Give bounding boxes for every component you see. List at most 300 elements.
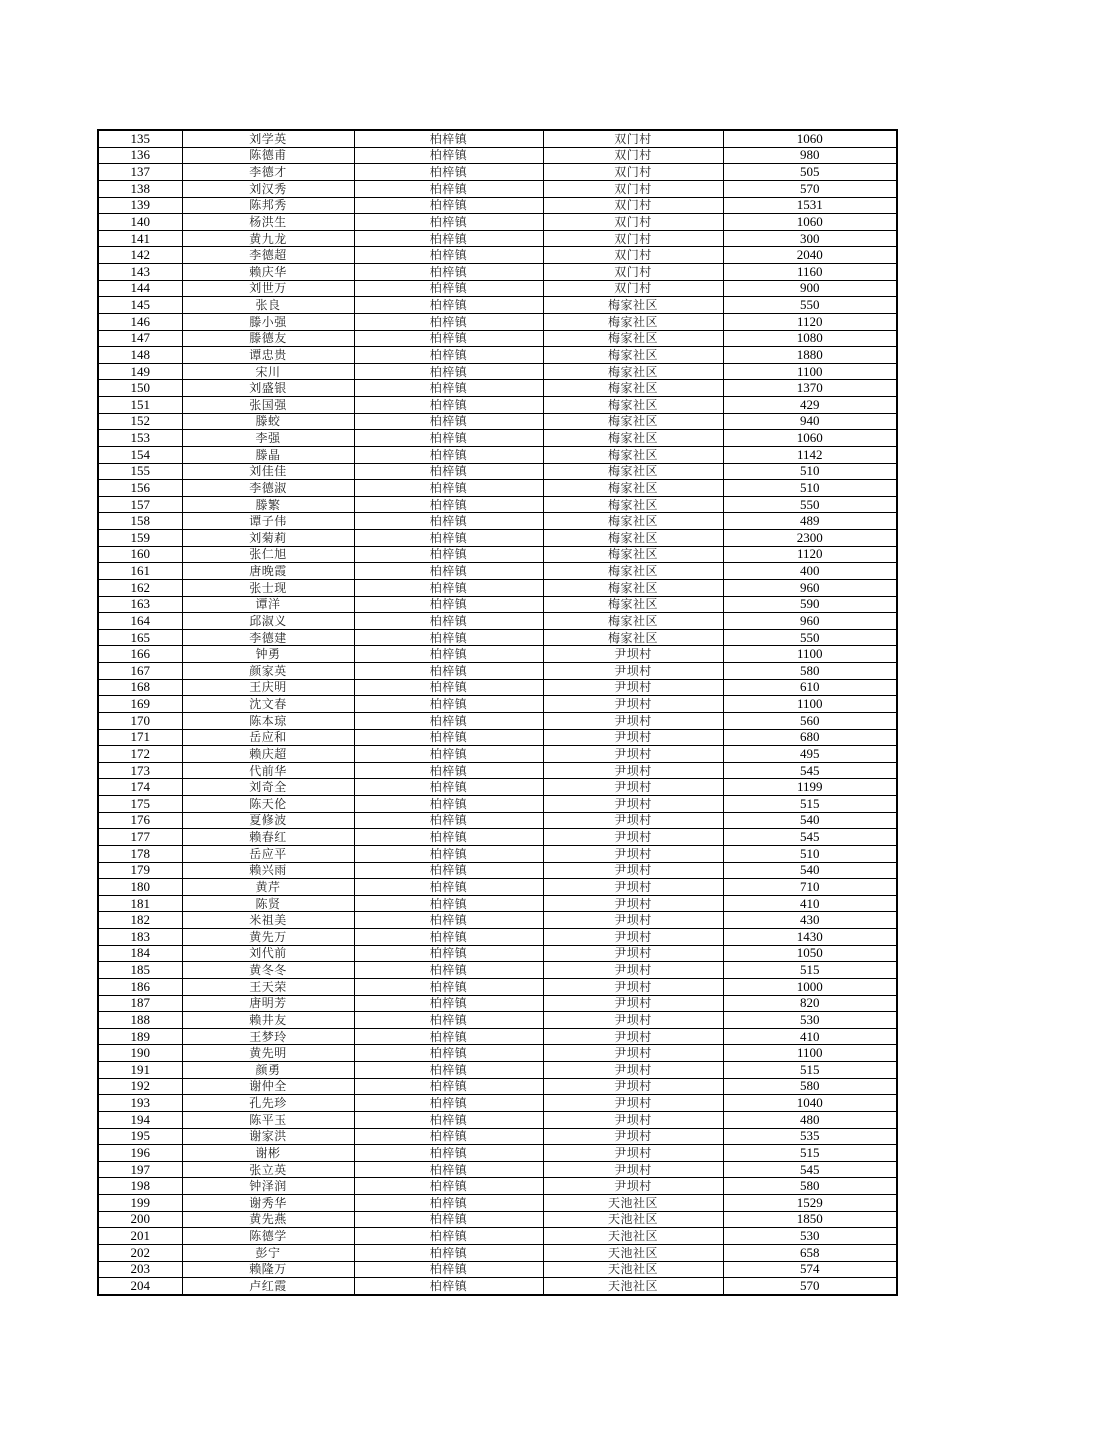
amount-cell: 410: [723, 1028, 897, 1045]
table-row: [98, 280, 897, 297]
village-cell: 天池社区: [543, 1278, 723, 1295]
village-cell: 尹坝村: [543, 779, 723, 796]
row-number-cell: 195: [98, 1128, 182, 1145]
table-row: [98, 446, 897, 463]
table-row: [98, 496, 897, 513]
row-number-cell: 180: [98, 879, 182, 896]
village-cell: 尹坝村: [543, 679, 723, 696]
amount-cell: 580: [723, 1078, 897, 1095]
amount-cell: 1060: [723, 130, 897, 147]
row-number-cell: 162: [98, 579, 182, 596]
amount-cell: 1100: [723, 1045, 897, 1062]
row-number-cell: 183: [98, 929, 182, 946]
row-number-cell: 157: [98, 496, 182, 513]
table-row: [98, 746, 897, 763]
name-cell: 唐晚霞: [182, 563, 354, 580]
name-cell: 宋川: [182, 363, 354, 380]
amount-cell: 980: [723, 147, 897, 164]
village-cell: 尹坝村: [543, 995, 723, 1012]
village-cell: 梅家社区: [543, 596, 723, 613]
table-row: [98, 147, 897, 164]
name-cell: 黄先燕: [182, 1211, 354, 1228]
table-row: [98, 712, 897, 729]
name-cell: 滕德友: [182, 330, 354, 347]
table-row: [98, 1062, 897, 1079]
village-cell: 梅家社区: [543, 430, 723, 447]
name-cell: 陈平玉: [182, 1111, 354, 1128]
row-number-cell: 186: [98, 978, 182, 995]
row-number-cell: 167: [98, 663, 182, 680]
name-cell: 米祖美: [182, 912, 354, 929]
village-cell: 尹坝村: [543, 845, 723, 862]
amount-cell: 1100: [723, 646, 897, 663]
name-cell: 陈邦秀: [182, 197, 354, 214]
name-cell: 黄冬冬: [182, 962, 354, 979]
village-cell: 梅家社区: [543, 530, 723, 547]
table-row: [98, 1244, 897, 1261]
town-cell: 柏梓镇: [354, 230, 543, 247]
row-number-cell: 164: [98, 613, 182, 630]
table-row: [98, 829, 897, 846]
row-number-cell: 182: [98, 912, 182, 929]
row-number-cell: 201: [98, 1228, 182, 1245]
amount-cell: 300: [723, 230, 897, 247]
amount-cell: 2040: [723, 247, 897, 264]
village-cell: 梅家社区: [543, 546, 723, 563]
town-cell: 柏梓镇: [354, 646, 543, 663]
village-cell: 天池社区: [543, 1211, 723, 1228]
row-number-cell: 166: [98, 646, 182, 663]
town-cell: 柏梓镇: [354, 1178, 543, 1195]
village-cell: 尹坝村: [543, 812, 723, 829]
town-cell: 柏梓镇: [354, 995, 543, 1012]
name-cell: 钟勇: [182, 646, 354, 663]
town-cell: 柏梓镇: [354, 1128, 543, 1145]
table-row: [98, 862, 897, 879]
amount-cell: 1060: [723, 430, 897, 447]
row-number-cell: 204: [98, 1278, 182, 1295]
town-cell: 柏梓镇: [354, 463, 543, 480]
amount-cell: 515: [723, 796, 897, 813]
row-number-cell: 135: [98, 130, 182, 147]
name-cell: 刘世万: [182, 280, 354, 297]
table-row: [98, 463, 897, 480]
table-row: [98, 214, 897, 231]
row-number-cell: 165: [98, 629, 182, 646]
name-cell: 陈德甫: [182, 147, 354, 164]
village-cell: 尹坝村: [543, 895, 723, 912]
village-cell: 梅家社区: [543, 313, 723, 330]
table-row: [98, 546, 897, 563]
town-cell: 柏梓镇: [354, 214, 543, 231]
row-number-cell: 147: [98, 330, 182, 347]
town-cell: 柏梓镇: [354, 663, 543, 680]
amount-cell: 515: [723, 962, 897, 979]
table-row: [98, 912, 897, 929]
town-cell: 柏梓镇: [354, 496, 543, 513]
table-row: [98, 845, 897, 862]
name-cell: 卢红霞: [182, 1278, 354, 1295]
amount-cell: 489: [723, 513, 897, 530]
village-cell: 双门村: [543, 130, 723, 147]
table-row: [98, 1128, 897, 1145]
amount-cell: 545: [723, 762, 897, 779]
table-row: [98, 762, 897, 779]
row-number-cell: 154: [98, 446, 182, 463]
table-row: [98, 929, 897, 946]
row-number-cell: 150: [98, 380, 182, 397]
row-number-cell: 196: [98, 1145, 182, 1162]
town-cell: 柏梓镇: [354, 546, 543, 563]
village-cell: 尹坝村: [543, 962, 723, 979]
name-cell: 王天荣: [182, 978, 354, 995]
row-number-cell: 139: [98, 197, 182, 214]
table-row: [98, 1228, 897, 1245]
table-row: [98, 363, 897, 380]
name-cell: 谭忠贵: [182, 347, 354, 364]
amount-cell: 540: [723, 812, 897, 829]
town-cell: 柏梓镇: [354, 729, 543, 746]
village-cell: 梅家社区: [543, 579, 723, 596]
table-row: [98, 1278, 897, 1295]
village-cell: 尹坝村: [543, 1012, 723, 1029]
amount-cell: 2300: [723, 530, 897, 547]
name-cell: 刘代前: [182, 945, 354, 962]
table-row: [98, 430, 897, 447]
row-number-cell: 199: [98, 1195, 182, 1212]
village-cell: 天池社区: [543, 1244, 723, 1261]
table-row: [98, 230, 897, 247]
name-cell: 李德淑: [182, 480, 354, 497]
table-row: [98, 1211, 897, 1228]
town-cell: 柏梓镇: [354, 513, 543, 530]
amount-cell: 560: [723, 712, 897, 729]
amount-cell: 550: [723, 297, 897, 314]
table-row: [98, 696, 897, 713]
amount-cell: 1880: [723, 347, 897, 364]
town-cell: 柏梓镇: [354, 978, 543, 995]
amount-cell: 960: [723, 613, 897, 630]
row-number-cell: 172: [98, 746, 182, 763]
name-cell: 刘佳佳: [182, 463, 354, 480]
row-number-cell: 179: [98, 862, 182, 879]
table-row: [98, 962, 897, 979]
amount-cell: 1040: [723, 1095, 897, 1112]
amount-cell: 510: [723, 480, 897, 497]
table-row: [98, 646, 897, 663]
village-cell: 尹坝村: [543, 929, 723, 946]
row-number-cell: 141: [98, 230, 182, 247]
amount-cell: 430: [723, 912, 897, 929]
town-cell: 柏梓镇: [354, 280, 543, 297]
table-row: [98, 563, 897, 580]
name-cell: 张仁旭: [182, 546, 354, 563]
town-cell: 柏梓镇: [354, 596, 543, 613]
village-cell: 梅家社区: [543, 347, 723, 364]
name-cell: 赖隆万: [182, 1261, 354, 1278]
table-row: [98, 380, 897, 397]
table-row: [98, 297, 897, 314]
row-number-cell: 153: [98, 430, 182, 447]
village-cell: 尹坝村: [543, 696, 723, 713]
village-cell: 尹坝村: [543, 1128, 723, 1145]
name-cell: 彭宁: [182, 1244, 354, 1261]
row-number-cell: 181: [98, 895, 182, 912]
amount-cell: 580: [723, 1178, 897, 1195]
town-cell: 柏梓镇: [354, 380, 543, 397]
town-cell: 柏梓镇: [354, 1195, 543, 1212]
name-cell: 沈文春: [182, 696, 354, 713]
table-row: [98, 180, 897, 197]
name-cell: 夏修波: [182, 812, 354, 829]
village-cell: 梅家社区: [543, 629, 723, 646]
amount-cell: 1120: [723, 313, 897, 330]
table-row: [98, 629, 897, 646]
table-row: [98, 347, 897, 364]
village-cell: 尹坝村: [543, 912, 723, 929]
amount-cell: 940: [723, 413, 897, 430]
village-cell: 双门村: [543, 197, 723, 214]
name-cell: 颜家英: [182, 663, 354, 680]
town-cell: 柏梓镇: [354, 929, 543, 946]
town-cell: 柏梓镇: [354, 330, 543, 347]
row-number-cell: 156: [98, 480, 182, 497]
village-cell: 尹坝村: [543, 945, 723, 962]
town-cell: 柏梓镇: [354, 1028, 543, 1045]
row-number-cell: 149: [98, 363, 182, 380]
village-cell: 天池社区: [543, 1261, 723, 1278]
amount-cell: 570: [723, 180, 897, 197]
table-row: [98, 1261, 897, 1278]
name-cell: 张国强: [182, 397, 354, 414]
row-number-cell: 152: [98, 413, 182, 430]
village-cell: 双门村: [543, 147, 723, 164]
amount-cell: 680: [723, 729, 897, 746]
name-cell: 刘盛银: [182, 380, 354, 397]
table-row: [98, 413, 897, 430]
village-cell: 双门村: [543, 247, 723, 264]
amount-cell: 1160: [723, 264, 897, 281]
row-number-cell: 188: [98, 1012, 182, 1029]
row-number-cell: 178: [98, 845, 182, 862]
town-cell: 柏梓镇: [354, 845, 543, 862]
name-cell: 李德建: [182, 629, 354, 646]
town-cell: 柏梓镇: [354, 945, 543, 962]
amount-cell: 480: [723, 1111, 897, 1128]
name-cell: 杨洪生: [182, 214, 354, 231]
village-cell: 尹坝村: [543, 829, 723, 846]
amount-cell: 1080: [723, 330, 897, 347]
town-cell: 柏梓镇: [354, 363, 543, 380]
town-cell: 柏梓镇: [354, 812, 543, 829]
table-row: [98, 397, 897, 414]
table-row: [98, 978, 897, 995]
name-cell: 唐明芳: [182, 995, 354, 1012]
table-row: [98, 197, 897, 214]
town-cell: 柏梓镇: [354, 912, 543, 929]
name-cell: 刘奇全: [182, 779, 354, 796]
row-number-cell: 185: [98, 962, 182, 979]
name-cell: 黄九龙: [182, 230, 354, 247]
town-cell: 柏梓镇: [354, 1045, 543, 1062]
amount-cell: 540: [723, 862, 897, 879]
town-cell: 柏梓镇: [354, 180, 543, 197]
village-cell: 梅家社区: [543, 380, 723, 397]
row-number-cell: 191: [98, 1062, 182, 1079]
table-row: [98, 1028, 897, 1045]
town-cell: 柏梓镇: [354, 297, 543, 314]
village-cell: 尹坝村: [543, 663, 723, 680]
name-cell: 谭子伟: [182, 513, 354, 530]
town-cell: 柏梓镇: [354, 1261, 543, 1278]
row-number-cell: 146: [98, 313, 182, 330]
name-cell: 李强: [182, 430, 354, 447]
name-cell: 黄先万: [182, 929, 354, 946]
town-cell: 柏梓镇: [354, 879, 543, 896]
amount-cell: 610: [723, 679, 897, 696]
village-cell: 尹坝村: [543, 1161, 723, 1178]
name-cell: 赖春红: [182, 829, 354, 846]
town-cell: 柏梓镇: [354, 579, 543, 596]
table-row: [98, 796, 897, 813]
name-cell: 刘汉秀: [182, 180, 354, 197]
name-cell: 代前华: [182, 762, 354, 779]
row-number-cell: 176: [98, 812, 182, 829]
town-cell: 柏梓镇: [354, 1095, 543, 1112]
village-cell: 梅家社区: [543, 363, 723, 380]
town-cell: 柏梓镇: [354, 712, 543, 729]
name-cell: 谢仲全: [182, 1078, 354, 1095]
town-cell: 柏梓镇: [354, 530, 543, 547]
amount-cell: 658: [723, 1244, 897, 1261]
name-cell: 李德才: [182, 164, 354, 181]
row-number-cell: 174: [98, 779, 182, 796]
village-cell: 尹坝村: [543, 796, 723, 813]
row-number-cell: 136: [98, 147, 182, 164]
table-row: [98, 663, 897, 680]
village-cell: 梅家社区: [543, 397, 723, 414]
amount-cell: 510: [723, 845, 897, 862]
row-number-cell: 158: [98, 513, 182, 530]
town-cell: 柏梓镇: [354, 696, 543, 713]
amount-cell: 400: [723, 563, 897, 580]
town-cell: 柏梓镇: [354, 1145, 543, 1162]
amount-cell: 1529: [723, 1195, 897, 1212]
name-cell: 陈本琼: [182, 712, 354, 729]
table-row: [98, 613, 897, 630]
name-cell: 刘学英: [182, 130, 354, 147]
town-cell: 柏梓镇: [354, 130, 543, 147]
town-cell: 柏梓镇: [354, 347, 543, 364]
amount-cell: 495: [723, 746, 897, 763]
town-cell: 柏梓镇: [354, 862, 543, 879]
row-number-cell: 163: [98, 596, 182, 613]
amount-cell: 1142: [723, 446, 897, 463]
table-row: [98, 530, 897, 547]
row-number-cell: 144: [98, 280, 182, 297]
village-cell: 梅家社区: [543, 330, 723, 347]
name-cell: 赖兴雨: [182, 862, 354, 879]
town-cell: 柏梓镇: [354, 264, 543, 281]
amount-cell: 429: [723, 397, 897, 414]
table-row: [98, 879, 897, 896]
village-cell: 尹坝村: [543, 1178, 723, 1195]
table-row: [98, 247, 897, 264]
table-row: [98, 1045, 897, 1062]
table-row: [98, 1161, 897, 1178]
village-cell: 梅家社区: [543, 513, 723, 530]
village-cell: 梅家社区: [543, 446, 723, 463]
table-row: [98, 313, 897, 330]
town-cell: 柏梓镇: [354, 895, 543, 912]
row-number-cell: 202: [98, 1244, 182, 1261]
amount-cell: 820: [723, 995, 897, 1012]
row-number-cell: 145: [98, 297, 182, 314]
name-cell: 黄芹: [182, 879, 354, 896]
row-number-cell: 161: [98, 563, 182, 580]
amount-cell: 900: [723, 280, 897, 297]
table-row: [98, 1145, 897, 1162]
table-row: [98, 945, 897, 962]
amount-cell: 710: [723, 879, 897, 896]
name-cell: 孔先珍: [182, 1095, 354, 1112]
amount-cell: 1850: [723, 1211, 897, 1228]
table-row: [98, 480, 897, 497]
village-cell: 双门村: [543, 214, 723, 231]
town-cell: 柏梓镇: [354, 397, 543, 414]
village-cell: 梅家社区: [543, 563, 723, 580]
row-number-cell: 194: [98, 1111, 182, 1128]
village-cell: 尹坝村: [543, 862, 723, 879]
village-cell: 梅家社区: [543, 480, 723, 497]
amount-cell: 1100: [723, 363, 897, 380]
town-cell: 柏梓镇: [354, 1012, 543, 1029]
row-number-cell: 143: [98, 264, 182, 281]
table-row: [98, 513, 897, 530]
name-cell: 谢家洪: [182, 1128, 354, 1145]
row-number-cell: 173: [98, 762, 182, 779]
table-row: [98, 164, 897, 181]
amount-cell: 570: [723, 1278, 897, 1295]
amount-cell: 515: [723, 1145, 897, 1162]
town-cell: 柏梓镇: [354, 1161, 543, 1178]
amount-cell: 590: [723, 596, 897, 613]
village-cell: 梅家社区: [543, 463, 723, 480]
town-cell: 柏梓镇: [354, 629, 543, 646]
amount-cell: 530: [723, 1228, 897, 1245]
data-table: [97, 129, 898, 1296]
village-cell: 尹坝村: [543, 762, 723, 779]
village-cell: 尹坝村: [543, 1078, 723, 1095]
row-number-cell: 197: [98, 1161, 182, 1178]
name-cell: 陈德学: [182, 1228, 354, 1245]
town-cell: 柏梓镇: [354, 413, 543, 430]
amount-cell: 1000: [723, 978, 897, 995]
town-cell: 柏梓镇: [354, 1228, 543, 1245]
table-row: [98, 596, 897, 613]
name-cell: 滕小强: [182, 313, 354, 330]
town-cell: 柏梓镇: [354, 1111, 543, 1128]
row-number-cell: 169: [98, 696, 182, 713]
amount-cell: 1531: [723, 197, 897, 214]
town-cell: 柏梓镇: [354, 962, 543, 979]
table-row: [98, 1111, 897, 1128]
table-row: [98, 579, 897, 596]
amount-cell: 1370: [723, 380, 897, 397]
village-cell: 尹坝村: [543, 712, 723, 729]
town-cell: 柏梓镇: [354, 197, 543, 214]
row-number-cell: 200: [98, 1211, 182, 1228]
